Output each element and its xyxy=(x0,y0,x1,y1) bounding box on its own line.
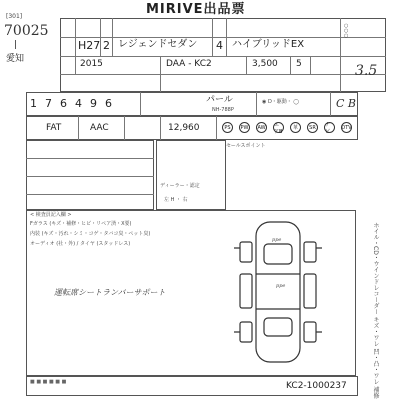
side-note: ホイル・CD・ウインドレコーダー キズ・ワレ 凹・凸・ワレ 補修 xyxy=(372,222,379,399)
lot-mark: | xyxy=(14,40,18,50)
inspection-line3: オーディオ (社・外) / タイヤ (スタッドレス) xyxy=(30,241,131,247)
equipment-item: PS xyxy=(222,122,233,133)
model-name: レジェンドセダン xyxy=(118,39,198,50)
dealer-label: ディーラー・認定 xyxy=(160,183,200,189)
lot-prefix: [301] xyxy=(6,13,23,20)
bottom-labels: ■ ■ ■ ■ ■ ■ xyxy=(30,379,67,385)
displacement: 3,500 xyxy=(252,59,278,69)
equipment-item: 革 xyxy=(290,122,301,133)
color-options: ◉ D・駆動・ ◯ xyxy=(262,99,299,105)
diagram-mark-2: ppe xyxy=(276,283,286,289)
grade-circles: ○ ○ ○ xyxy=(344,23,349,39)
mileage: 176496 xyxy=(30,97,120,110)
color-code: NH-788P xyxy=(212,107,234,113)
transmission: FAT xyxy=(46,123,62,133)
seats: 5 xyxy=(296,59,302,69)
inspection-line1: Fガラス (キズ・補修・ヒビ・リペア済・X要) xyxy=(30,221,132,227)
seller-label: セールスポイント xyxy=(226,143,266,149)
equipment-item: AW xyxy=(256,122,267,133)
handwritten-note: 運転席シートランバーサポート xyxy=(54,288,166,297)
inspection-header: < 検査員記入欄 > xyxy=(30,212,72,218)
left-right-label: 左 H ・ 右 xyxy=(164,197,188,203)
model-code: DAA - KC2 xyxy=(166,59,212,69)
chassis-number: KC2-1000237 xyxy=(286,381,347,391)
hand-score: 3.5 xyxy=(355,63,378,79)
equipment-item: エアB xyxy=(274,121,283,135)
model-year: 2015 xyxy=(80,59,103,69)
sheet-title: MIRIVE出品票 xyxy=(146,2,246,17)
doors: 4 xyxy=(216,39,223,52)
era-year: H27 xyxy=(78,39,101,52)
vehicle-info-table xyxy=(60,18,386,92)
equipment-item: SR xyxy=(307,122,318,133)
lot-number: 70025 xyxy=(4,23,49,39)
equipment-item: DTV xyxy=(341,122,352,133)
equipment-item: ナビ xyxy=(324,122,335,133)
recycle-fee: 12,960 xyxy=(168,123,200,133)
color-name: パール xyxy=(206,95,233,105)
grade-letters: C B xyxy=(336,97,356,110)
remarks-box xyxy=(26,140,154,210)
equipment-item: PW xyxy=(239,122,250,133)
diagram-mark-1: ppe xyxy=(272,237,282,243)
region: 愛知 xyxy=(6,54,25,64)
inspection-line2: 内装 (キズ・汚れ・シミ・コゲ・タバコ臭・ペット臭) xyxy=(30,231,151,237)
month-digit: 2 xyxy=(103,39,110,52)
grade: ハイブリッドEX xyxy=(232,39,305,50)
aircon: AAC xyxy=(90,123,109,133)
